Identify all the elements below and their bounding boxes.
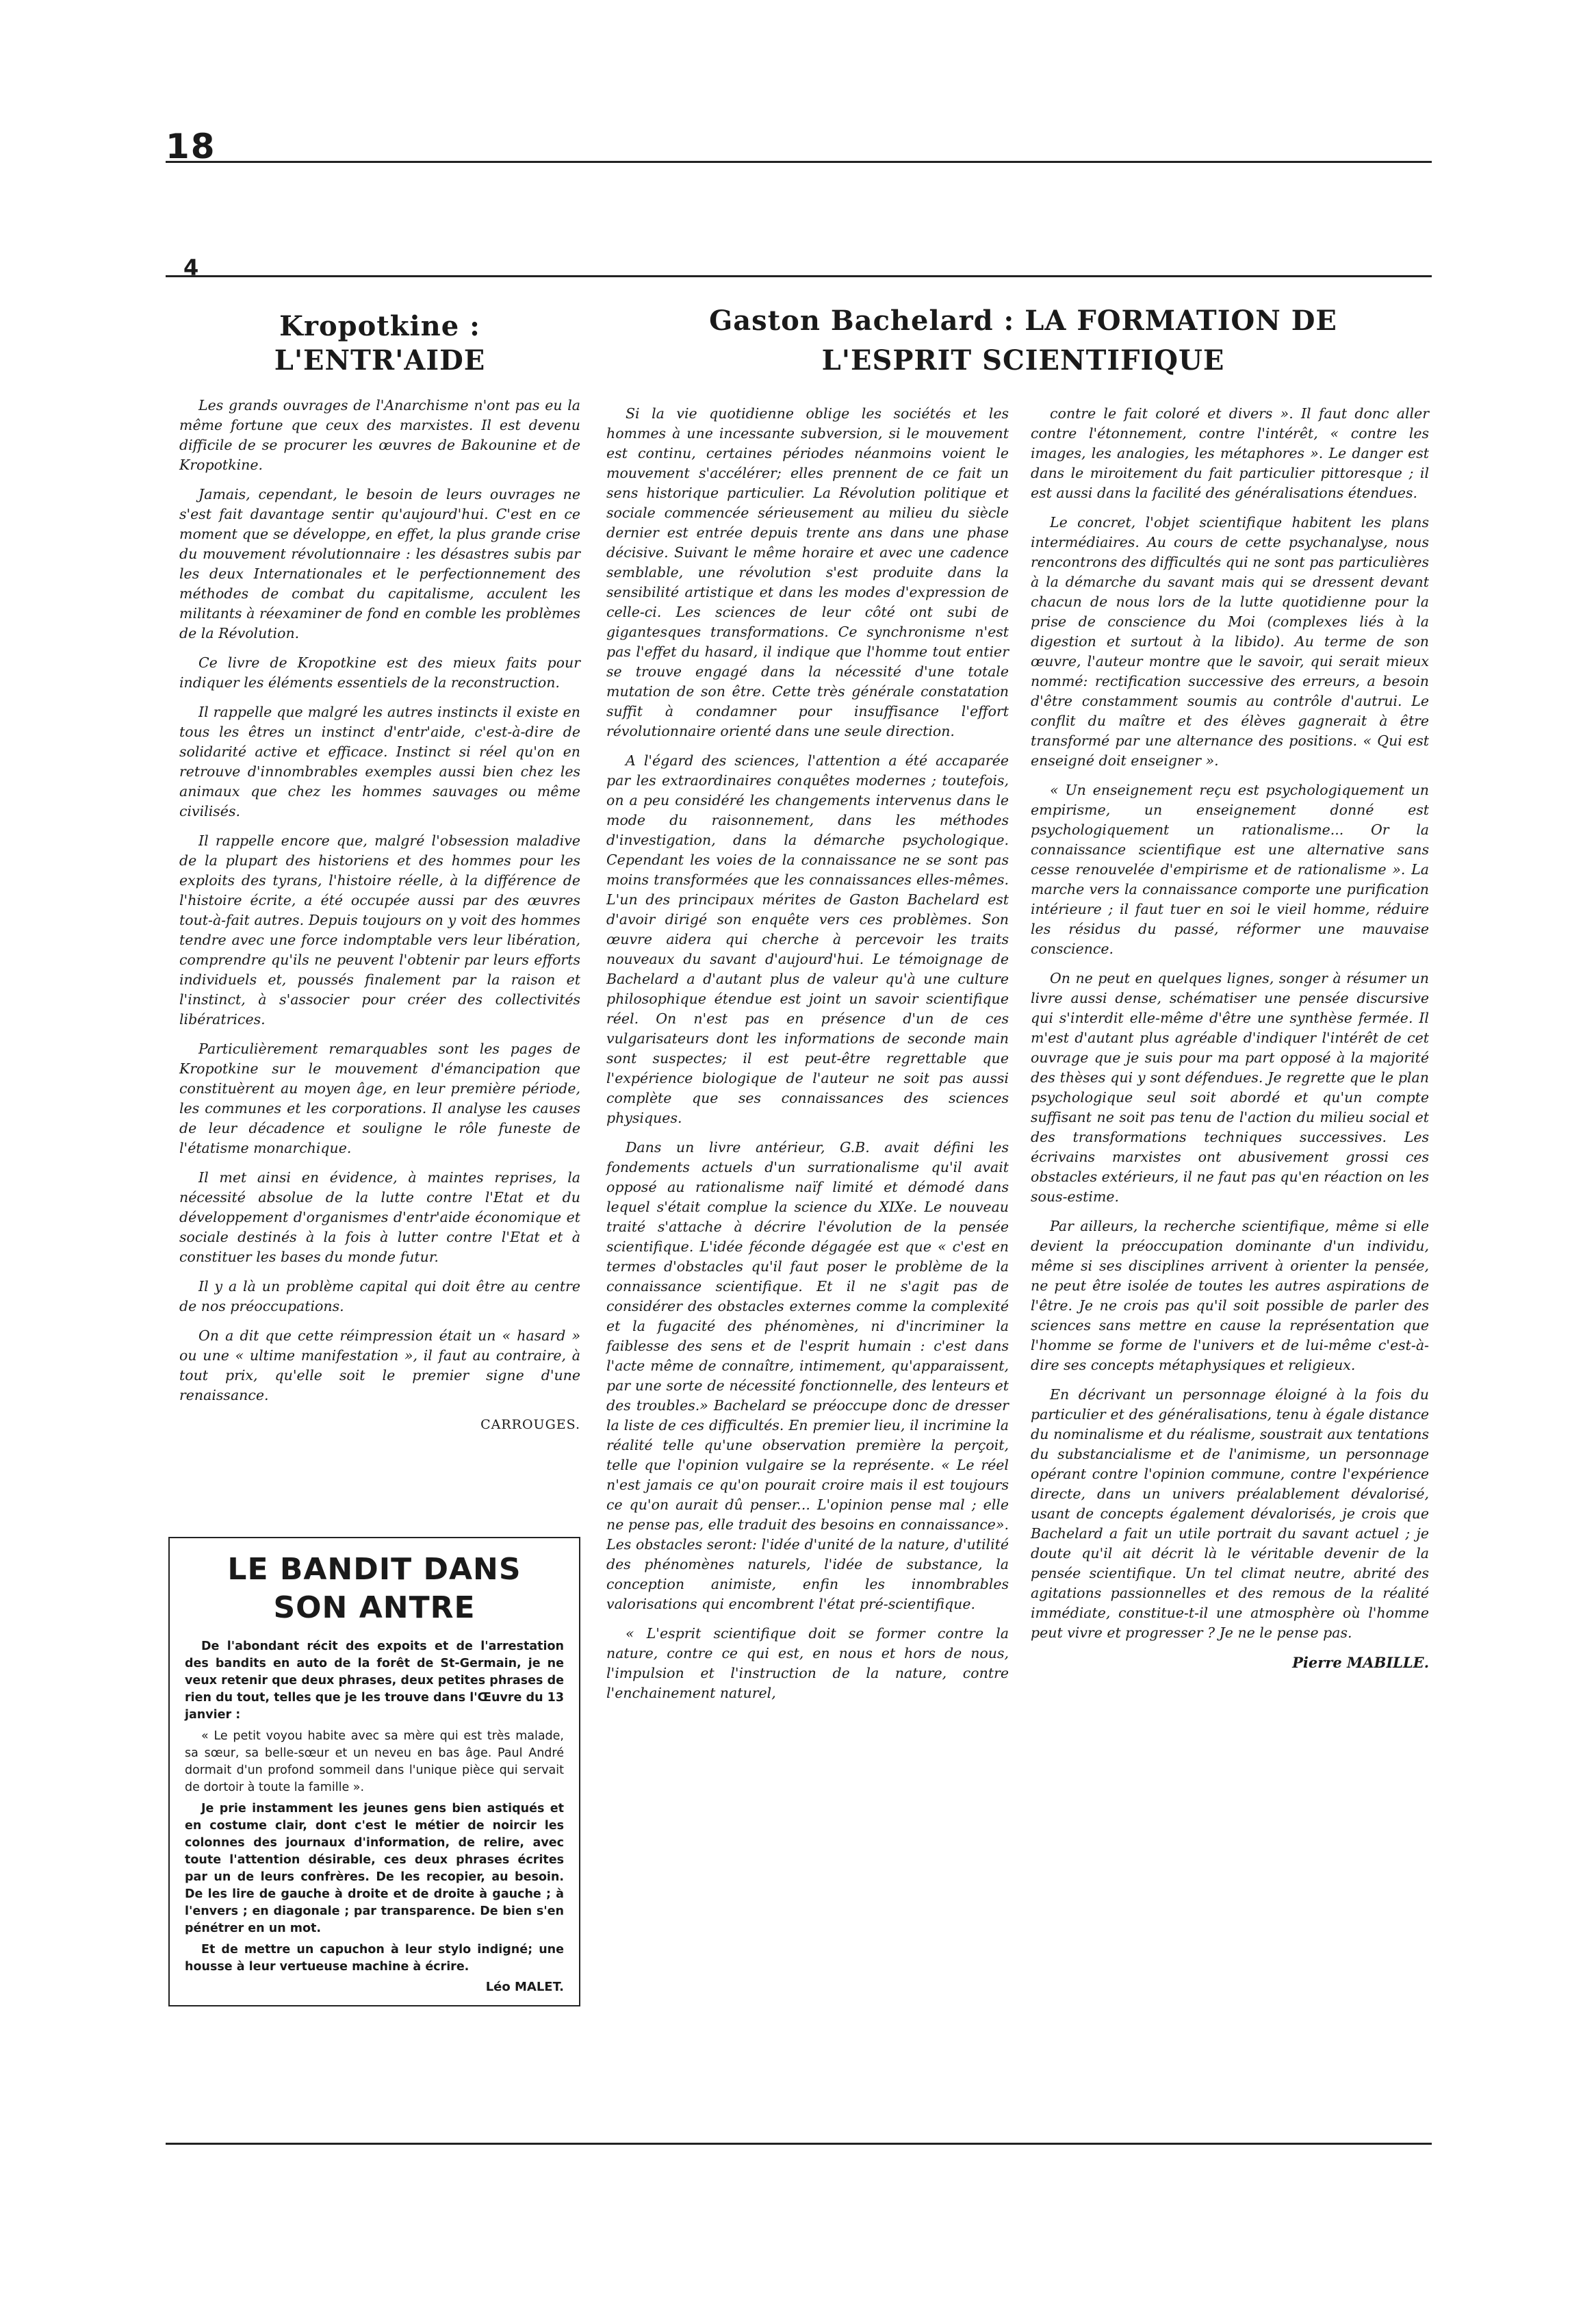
article-paragraph: Dans un livre antérieur, G.B. avait défini les fondements actuels d'un surrationalisme qu'il avait opposé au rationalisme naïf limité et démodé dans lequel s'était complue la science du XIXe. Le nouveau traité s'attache à décrire l'évolution de la pensée scientifique. L'idée féconde dégagée est que « c'est en termes d'obstacles qu'il faut poser le problème de la connaissance scientifique. Et il ne s'agit pas de considérer des obstacles externes comme la complexité et la fugacité des phénomènes, ni d'incriminer la faiblesse des sens et de l'esprit humain : c'est dans l'acte même de connaître, intimement, qu'apparaissent, par une sorte de nécessité fonctionnelle, des lenteurs et des troubles.» Bachelard se préoccupe donc de dresser la liste de ces difficultés. En premier lieu, il incrimine la réalité telle qu'une observation première la perçoit, telle que l'opinion vulgaire se la représente. « Le réel n'est jamais ce qu'on pourait croire mais il est toujours ce qu'on aurait dû penser... L'opinion pense mal ; elle ne pense pas, elle traduit des besoins en connaissance». Les obstacles seront: l'idée d'unité de la nature, d'utilité des phénomènes naturels, l'idée de substance, la conception animiste, enfin les innombrables valorisations qui encombrent l'état pré-scientifique. <box>606 1139 1009 1612</box>
bandit-box <box>168 1537 580 2006</box>
left-paragraph: On a dit que cette réimpression était un « hasard » ou une « ultime manifestation », il faut au contraire, à tout prix, qu'elle soit le premier signe d'une renaissance. <box>179 1327 580 1403</box>
box-paragraph: Et de mettre un capuchon à leur stylo indigné; une housse à leur vertueuse machine à écrire. <box>185 1943 564 1974</box>
article-paragraph: « Un enseignement reçu est psychologiquement un empirisme, un enseignement donné est psychologiquement un rationalisme... Or la connaissance scientifique est une alternative sans cesse renouvelée d'empirisme et de rationalisme ». La marche vers la connaissance comporte une purification intérieure ; il faut tuer en soi le vieil homme, réduire les résidus du passé, réformer une mauvaise conscience. <box>1031 782 1429 957</box>
box-intro: De l'abondant récit des expoits et de l'arrestation des bandits en auto de la forêt de St-Germain, je ne veux retenir que deux phrases, deux petites phrases de rien du tout, telles que je les trouve dans l'Œuvre du 13 janvier : <box>185 1640 564 1722</box>
top-rule <box>166 161 1432 163</box>
box-paragraph: Je prie instamment les jeunes gens bien astiqués et en costume clair, dont c'est le métier de noircir les colonnes des journaux d'information, de relire, avec toute l'attention désirable, ces deux phrases écrites par un de leurs confrères. De les recopier, au besoin. De les lire de gauche à droite et de droite à gauche ; à l'envers ; en diagonale ; par transparence. De bien s'en pénétrer en un mot. <box>185 1802 564 1935</box>
article-paragraph: Si la vie quotidienne oblige les sociétés et les hommes à une incessante subversion, si le mouvement est continu, certaines périodes néanmoins voient le mouvement s'accélérer; elles prennent de ce fait un sens historique particulier. La Révolution politique et sociale commencée sérieusement au milieu du siècle dernier est entrée depuis trente ans dans une phase décisive. Suivant le même horaire et avec une cadence semblable, une révolution s'est produite dans la sensibilité artistique et dans les modes d'expression de celle-ci. Les sciences de leur côté ont subi de gigantesques transformations. Ce synchronisme n'est pas l'effet du hasard, il indique que l'homme tout entier se trouve engagé dans la nécessité d'une totale mutation de son être. Cette très générale constatation suffit à condamner pour insuffisance l'effort révolutionnaire orienté dans une seule direction. <box>606 405 1009 739</box>
article-paragraph: En décrivant un personnage éloigné à la fois du particulier et des généralisations, tenu à égale distance du nominalisme et du réalisme, soustrait aux tentations du substancialisme et de l'animisme, un personnage opérant contre l'opinion commune, contre l'expérience directe, dans un univers préalablement dévalorisé, usant de concepts également dévalorisés, je crois que Bachelard a fait un utile portrait du savant actuel ; je doute qu'il ait décrit là le véritable devenir de la pensée scientifique. Un tel climat neutre, abrité des agitations passionnelles et des remous de la réalité immédiate, constitue-t-il une atmosphère où l'homme peut vivre et progresser ? Je ne le pense pas. <box>1031 1386 1429 1641</box>
page-number: 18 <box>166 127 216 166</box>
article-paragraph: contre le fait coloré et divers ». Il faut donc aller contre l'étonnement, contre l'intérêt, « contre les images, les analogies, les métaphores ». Le danger est dans le miroitement du fait particulier pittoresque ; il est aussi dans la facilité des généralisations étendues. <box>1031 405 1429 501</box>
box-signature: Léo MALET. <box>485 1980 564 1994</box>
left-paragraph: Il rappelle que malgré les autres instincts il existe en tous les êtres un instinct d'entr'aide, c'est-à-dire de solidarité active et efficace. Instinct si réel qu'on en retrouve d'innombrables exemples aussi bien chez les animaux que chez les hommes sauvages ou même civilisés. <box>179 704 580 819</box>
left-paragraph: Il met ainsi en évidence, à maintes reprises, la nécessité absolue de la lutte contre l'Etat et du développement d'organismes d'entr'aide économique et sociale destinés à la fois à lutter contre l'Etat et à constituer les bases du monde futur. <box>179 1169 580 1265</box>
left-paragraph: Il y a là un problème capital qui doit être au centre de nos préoccupations. <box>179 1278 580 1314</box>
left-paragraph: Les grands ouvrages de l'Anarchisme n'ont pas eu la même fortune que ceux des marxistes. Il est devenu difficile de se procurer les œuvres de Bakounine et de Kropotkine. <box>179 397 580 473</box>
right-article-column-1 <box>606 404 1009 1713</box>
box-title: LE BANDIT DANS SON ANTRE <box>227 1552 522 1625</box>
left-article-signature: CARROUGES. <box>480 1417 580 1432</box>
section-mark: 4 <box>183 255 199 281</box>
right-article-signature: Pierre MABILLE. <box>1292 1654 1429 1671</box>
article-paragraph: Par ailleurs, la recherche scientifique, même si elle devient la préoccupation dominante d'un individu, même si ses disciplines arrivent à orienter la pensée, ne peut être isolée de toutes les autres aspirations de l'être. Je ne crois pas qu'il soit possible de parler des sciences sans mettre en cause la représentation que l'homme se forme de l'univers et de lui-même c'est-à-dire ses concepts métaphysiques et religieux. <box>1031 1218 1429 1373</box>
left-article <box>179 309 580 1435</box>
right-article-title: Gaston Bachelard : LA FORMATION DE L'ESPRIT SCIENTIFIQUE <box>709 305 1337 377</box>
left-paragraph: Particulièrement remarquables sont les pages de Kropotkine sur le mouvement d'émancipation que constituèrent au moyen âge, en leur première période, les communes et les corporations. Il analyse les causes de leur décadence et souligne le rôle funeste de l'étatisme monarchique. <box>179 1041 580 1156</box>
left-paragraph: Il rappelle encore que, malgré l'obsession maladive de la plupart des historiens et des hommes pour les exploits des tyrans, l'histoire réelle, à la différence de l'histoire écrite, a été occupée aussi par des œuvres tout-à-fait autres. Depuis toujours on y voit des hommes tendre avec une force indomptable vers leur libération, comprendre qu'ils ne peuvent l'obtenir par leurs efforts individuels et, poussés finalement par la raison et l'instinct, à s'associer pour créer des collectivités libératrices. <box>179 832 580 1028</box>
left-article-title: Kropotkine : L'ENTR'AIDE <box>274 310 486 377</box>
article-paragraph: « L'esprit scientifique doit se former contre la nature, contre ce qui est, en nous et hors de nous, l'impulsion et l'instruction de la nature, contre l'enchainement naturel, <box>606 1625 1009 1701</box>
section-rule <box>166 275 1432 277</box>
right-article-column-2 <box>1031 404 1429 1672</box>
box-quote: « Le petit voyou habite avec sa mère qui est très malade, sa sœur, sa belle-sœur et un neveu en bas âge. Paul André dormait d'un profond sommeil dans l'unique pièce qui servait de dortoir à toute la famille ». <box>185 1729 564 1794</box>
left-paragraph: Ce livre de Kropotkine est des mieux faits pour indiquer les éléments essentiels de la reconstruction. <box>179 654 580 691</box>
article-paragraph: Le concret, l'objet scientifique habitent les plans intermédiaires. Au cours de cette psychanalyse, nous rencontrons des difficultés qui ne sont pas particulières à la démarche du savant mais qui se dressent devant chacun de nous lors de la lutte quotidienne pour la prise de conscience du Moi (complexes liés à la digestion et surtout à la libido). Au terme de son œuvre, l'auteur montre que le savoir, qui serait mieux nommé: rectification successive des erreurs, a besoin d'être constamment soumis au contrôle d'autrui. Le conflit du maître et des élèves gagnerait à être transformé par une alternance des positions. « Qui est enseigné doit enseigner ». <box>1031 514 1429 769</box>
article-paragraph: On ne peut en quelques lignes, songer à résumer un livre aussi dense, schématiser une pensée discursive qui s'interdit elle-même d'être une synthèse fermée. Il m'est d'autant plus agréable d'indiquer l'intérêt de cet ouvrage que je suis pour ma part opposé à la majorité des thèses qui y sont défendues. Je regrette que le plan psychologique seul soit abordé et qu'un compte suffisant ne soit pas tenu de l'action du milieu social et des transformations techniques successives. Les écrivains marxistes ont abusivement grossi ces obstacles extérieurs, il ne faut pas qu'en réaction on les sous-estime. <box>1031 970 1429 1205</box>
left-paragraph: Jamais, cependant, le besoin de leurs ouvrages ne s'est fait davantage sentir qu'aujourd'hui. C'est en ce moment que se développe, en effet, la plus grande crise du mouvement révolutionnaire : les désastres subis par les deux Internationales et le perfectionnement des méthodes de combat du capitalisme, acculent les militants à réexaminer de fond en comble les problèmes de la Révolution. <box>179 486 580 641</box>
article-paragraph: A l'égard des sciences, l'attention a été accaparée par les extraordinaires conquêtes modernes ; toutefois, on a peu considéré les changements intervenus dans le mode du raisonnement, dans les méthodes d'investigation, dans la démarche psychologique. Cependant les voies de la connaissance ne se sont pas moins transformées que les connaissances elles-mêmes. L'un des principaux mérites de Gaston Bachelard est d'avoir dirigé son enquête vers ces problèmes. Son œuvre aidera qui cherche à percevoir les traits nouveaux du savant d'aujourd'hui. Le témoignage de Bachelard a d'autant plus de valeur qu'à une culture philosophique étendue est joint un savoir scientifique réel. On n'est pas en présence d'un de ces vulgarisateurs dont les informations de seconde main sont suspectes; il est peut-être regrettable que l'expérience biologique de l'auteur ne soit pas aussi complète que ses connaissances des sciences physiques. <box>606 752 1009 1126</box>
bottom-rule <box>166 2143 1432 2145</box>
